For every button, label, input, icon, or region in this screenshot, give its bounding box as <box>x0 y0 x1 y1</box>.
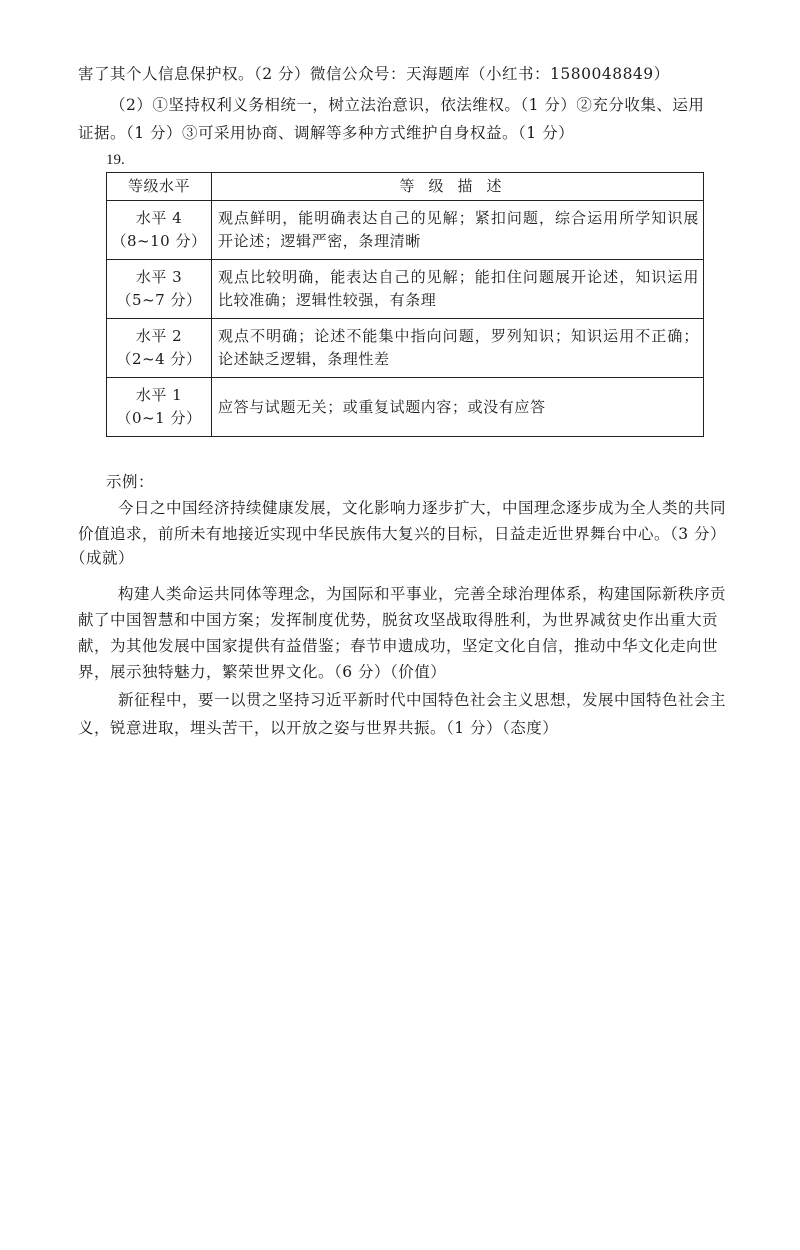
header-description: 等级描述 <box>212 173 704 201</box>
answer-line-1: 害了其个人信息保护权。（2 分）微信公众号：天海题库（小红书：1580048849） <box>78 65 670 83</box>
table-row <box>107 260 704 319</box>
description-cell: 观点不明确；论述不能集中指向问题，罗列知识；知识运用不正确；论述缺乏逻辑，条理性差 <box>212 319 704 378</box>
example-p1-line-2: 价值追求，前所未有地接近实现中华民族伟大复兴的目标，日益走近世界舞台中心。（3 分） <box>78 525 727 543</box>
level-cell <box>107 378 212 437</box>
level-score-range: （2~4 分） <box>116 350 202 368</box>
example-p1-line-1: 今日之中国经济持续健康发展，文化影响力逐步扩大，中国理念逐步成为全人类的共同 <box>118 499 727 517</box>
table-row <box>107 201 704 260</box>
level-name: 水平 3 <box>135 268 183 286</box>
grading-table <box>106 172 704 437</box>
level-score-range: （8~10 分） <box>111 232 207 250</box>
level-cell <box>107 201 212 260</box>
level-cell <box>107 260 212 319</box>
example-p2-line-2: 献了中国智慧和中国方案；发挥制度优势，脱贫攻坚战取得胜利，为世界减贫史作出重大贡 <box>78 611 719 629</box>
description-cell: 观点比较明确，能表达自己的见解；能扣住问题展开论述，知识运用比较准确；逻辑性较强，有条理 <box>212 260 704 319</box>
level-name: 水平 1 <box>135 386 183 404</box>
table-row <box>107 378 704 437</box>
level-name: 水平 4 <box>135 209 183 227</box>
example-label: 示例： <box>106 473 155 491</box>
answer-line-3: 证据。（1 分）③可采用协商、调解等多种方式维护自身权益。（1 分） <box>78 124 575 142</box>
answer-line-2: （2）①坚持权利义务相统一，树立法治意识，依法维权。（1 分）②充分收集、运用 <box>110 96 705 114</box>
example-p2-line-1: 构建人类命运共同体等理念，为国际和平事业，完善全球治理体系，构建国际新秩序贡 <box>118 585 727 603</box>
level-cell <box>107 319 212 378</box>
question-number: 19. <box>106 152 125 168</box>
example-p3-line-2: 义，锐意进取，埋头苦干，以开放之姿与世界共振。（1 分）（态度） <box>78 719 559 737</box>
level-score-range: （5~7 分） <box>116 291 202 309</box>
description-cell: 观点鲜明，能明确表达自己的见解；紧扣问题，综合运用所学知识展开论述；逻辑严密，条理清晰 <box>212 201 704 260</box>
description-cell: 应答与试题无关；或重复试题内容；或没有应答 <box>212 378 704 437</box>
header-level: 等级水平 <box>107 173 212 201</box>
example-p3-line-1: 新征程中，要一以贯之坚持习近平新时代中国特色社会主义思想，发展中国特色社会主 <box>118 691 727 709</box>
example-p2-line-4: 界，展示独特魅力，繁荣世界文化。（6 分）（价值） <box>78 663 447 681</box>
example-p2-line-3: 献，为其他发展中国家提供有益借鉴；春节申遗成功，坚定文化自信，推动中华文化走向世 <box>78 637 719 655</box>
level-name: 水平 2 <box>135 327 183 345</box>
example-p1-line-3: （成就） <box>70 549 135 567</box>
table-row <box>107 319 704 378</box>
level-score-range: （0~1 分） <box>116 409 202 427</box>
table-header-row <box>107 173 704 201</box>
